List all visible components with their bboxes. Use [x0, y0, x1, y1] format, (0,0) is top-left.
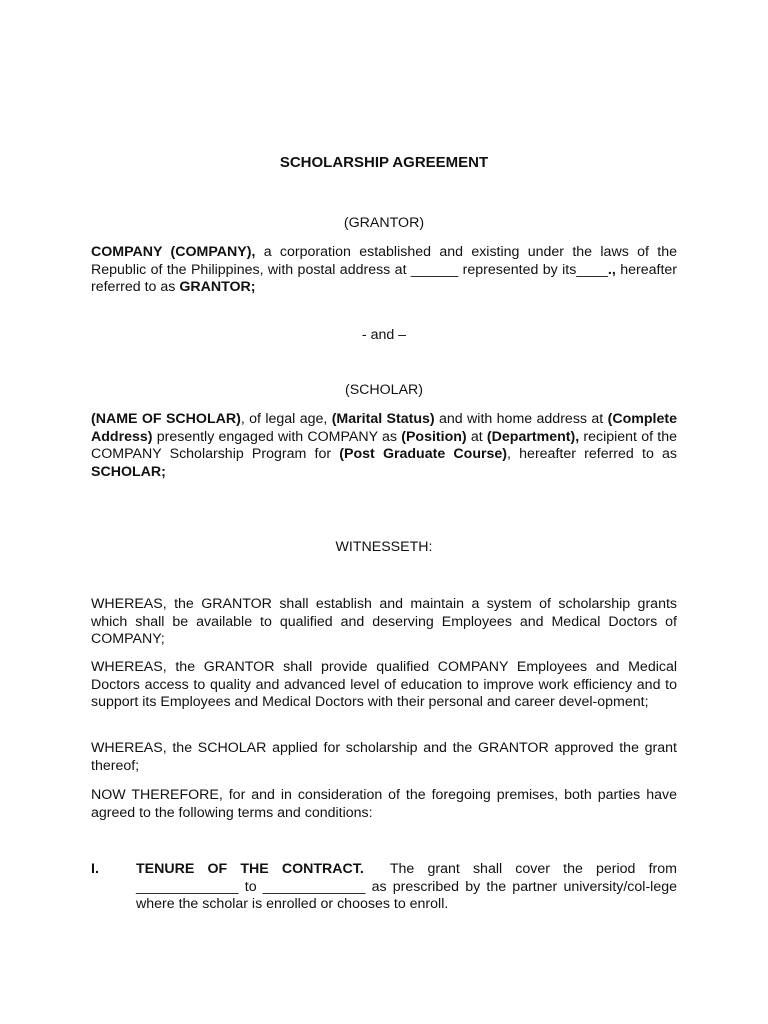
- company-name: COMPANY (COMPANY),: [91, 244, 256, 260]
- grantor-heading: (GRANTOR): [343, 215, 425, 231]
- now-therefore-clause: [91, 787, 677, 822]
- section-tenure: [91, 861, 681, 914]
- whereas-clause-3: [91, 740, 677, 775]
- scholar-paragraph: [91, 411, 677, 481]
- section-body: [136, 861, 681, 914]
- grantor-paragraph: [91, 244, 677, 297]
- scholar-name-field: (NAME OF SCHOLAR): [91, 411, 241, 427]
- scholar-text-1: , of legal age,: [240, 411, 332, 427]
- whereas-text: WHEREAS, the GRANTOR shall provide qualified COMPANY Employees and Medical Doctors access to quality and advanced level of education to improve work efficiency and to support its Employees and Medical Doctors with their personal and career devel-opment;: [91, 659, 677, 710]
- witnesseth-heading: WITNESSETH:: [335, 539, 433, 555]
- grantor-text-1: a corporation established and existing under the laws of the Republic of the Philippines, with postal address at ______ represented by its____: [91, 244, 677, 278]
- grantor-text-2: hereafter referred to as: [91, 261, 677, 295]
- scholar-text-3: presently engaged with COMPANY as: [152, 428, 402, 445]
- grantor-label: GRANTOR;: [179, 279, 256, 295]
- grantor-text-bold: .,: [607, 261, 616, 278]
- whereas-clause-2: [91, 659, 677, 712]
- scholar-label: SCHOLAR;: [91, 463, 166, 480]
- scholar-text-5: recipient of the COMPANY Scholarship Program for: [91, 428, 677, 462]
- and-separator: - and –: [361, 327, 407, 343]
- department-field: (Department),: [486, 428, 580, 445]
- address-field: (Complete Address): [91, 411, 677, 445]
- scholar-heading: (SCHOLAR): [344, 382, 424, 398]
- scholar-text-2: and with home address at: [434, 411, 608, 427]
- scholar-text-6: , hereafter referred to as: [507, 446, 678, 462]
- now-therefore-text: NOW THEREFORE, for and in consideration of the foregoing premises, both parties have agreed to the following terms and conditions:: [91, 787, 677, 821]
- course-field: (Post Graduate Course): [339, 446, 508, 462]
- whereas-text: WHEREAS, the GRANTOR shall establish and maintain a system of scholarship grants which shall be available to qualified and deserving Employees and Medical Doctors of COMPANY;: [91, 596, 677, 647]
- marital-status-field: (Marital Status): [331, 411, 435, 427]
- section-heading: TENURE OF THE CONTRACT.: [136, 861, 364, 877]
- section-text: The grant shall cover the period from _____________ to _____________ as prescribed by the partner university/col-lege where the scholar is enrolled or chooses to enroll.: [136, 861, 681, 912]
- position-field: (Position): [401, 428, 467, 445]
- section-number: I.: [91, 861, 99, 877]
- document-title: SCHOLARSHIP AGREEMENT: [279, 154, 489, 171]
- whereas-clause-1: [91, 596, 677, 649]
- scholar-text-4: at: [466, 428, 487, 445]
- whereas-text: WHEREAS, the SCHOLAR applied for scholarship and the GRANTOR approved the grant thereof;: [91, 740, 677, 774]
